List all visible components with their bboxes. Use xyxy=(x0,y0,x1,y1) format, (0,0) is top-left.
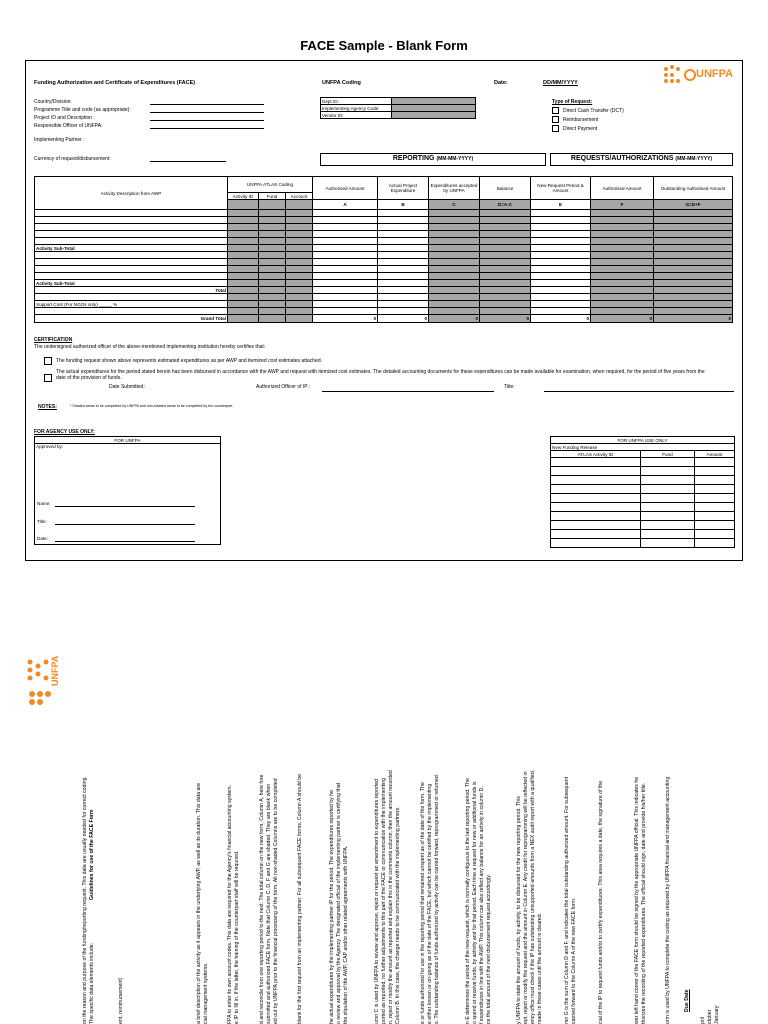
table-row[interactable] xyxy=(551,539,735,548)
coding-table xyxy=(320,97,476,119)
currency-input[interactable] xyxy=(150,161,226,162)
table-row[interactable] xyxy=(35,231,733,238)
for-unfpa-header: FOR UNFPA xyxy=(35,437,221,444)
certify-request-checkbox[interactable] xyxy=(44,357,52,365)
certification-item1: The funding request shown above represents estimated expenditures as per AWP and itemized cost estimates attached. xyxy=(56,358,322,364)
guideline-line: blank for the first request from an implementing partner. For all subsequent FACE forms, Column A should be xyxy=(297,774,303,1024)
officer-input[interactable] xyxy=(150,120,264,121)
guideline-line: ed out by UNFPA prior to the financial processing of the form. All non-shaded Columns are to be completed xyxy=(273,778,279,1024)
certification-title: CERTIFICATION xyxy=(34,337,73,343)
guideline-line: thorizes the recording of the reported expenditures. The official should sign, date and provide his/her title. xyxy=(641,782,647,1024)
grand-total-b: 0 xyxy=(378,315,429,323)
date-value[interactable]: DD/MM/YYYY xyxy=(543,80,578,86)
main-table xyxy=(34,176,733,323)
option-direct-payment[interactable]: Direct Payment xyxy=(552,125,597,132)
guideline-line: n, reject or modify the amount as reported and explain this in the comments column, then the amount recorded xyxy=(388,770,394,1024)
coding-vendor: Vendor ID: xyxy=(321,112,392,119)
grand-total-row xyxy=(35,315,733,323)
certification-item2a: The actual expenditures for the period stated herein has been disbursed in accordance with the AWP and request with itemized cost estimates. The detailed accounting documents for these expenditures can be made available for examination, when required, for the period of five years from the xyxy=(56,369,705,375)
guideline-line: y UNFPA to state the amount of funds, by activity, to be disbursed for the new reporting period. This xyxy=(516,796,522,1024)
agency-right-table xyxy=(550,436,735,548)
guideline-line: f expenditures in line with the AWP. This column can also reflect any balance for an activity in column D, xyxy=(479,786,485,1024)
table-row[interactable] xyxy=(551,476,735,485)
guideline-line: n E determines the period of the new request, which is normally contiguous to the last reporting period. The xyxy=(465,778,471,1024)
certification-item2b: date of the provision of funds. xyxy=(56,375,122,381)
table-row[interactable] xyxy=(35,245,733,252)
guidelines-logo-text: UNFPA xyxy=(50,655,60,686)
project-input[interactable] xyxy=(150,112,264,113)
requests-header: REQUESTS/AUTHORIZATIONS (MM-MM-YYYY) xyxy=(550,153,733,166)
grand-total-c: 0 xyxy=(429,315,480,323)
reporting-header: REPORTING (MM-MM-YYYY) xyxy=(320,153,546,166)
certify-expenditure-checkbox[interactable] xyxy=(44,374,52,382)
guidelines-logo xyxy=(22,652,68,722)
due-date-header: Due Date xyxy=(684,989,690,1012)
grand-total-d: 0 xyxy=(480,315,531,323)
guideline-line: mn G is the sum of Column D and F, and indicates the total outstanding authorized amount. For subsequent xyxy=(564,776,570,1024)
grand-total-g: 0 xyxy=(654,315,733,323)
letter-c: C xyxy=(429,200,480,210)
guideline-line: o review and approval by the Agency. The designated official of the implementing partner is certifying that xyxy=(336,782,342,1024)
approval-date-input[interactable] xyxy=(55,541,195,542)
table-row[interactable] xyxy=(35,308,733,315)
atlas-fund: Fund xyxy=(259,193,286,200)
guideline-line: s. The outstanding balance of funds authorized by activity can be carried forward, reprogrammed or returned. xyxy=(434,773,440,1024)
due-date-january: January xyxy=(714,1005,720,1024)
letter-e: E xyxy=(531,200,591,210)
guideline-line: o spend or receive funds, by activity and for that period. Each time a request for new or additional funds is xyxy=(472,781,478,1024)
guideline-line: Column B. In this case, the change needs to be communicated with the implementing partners. xyxy=(395,806,401,1024)
table-row[interactable] xyxy=(35,238,733,245)
guideline-line: e IP to fill in. If the latter, the training of the counterpart staff will be required. xyxy=(234,850,240,1024)
table-row[interactable] xyxy=(35,217,733,224)
atlas-account: Account xyxy=(286,193,313,200)
coding-agency-value[interactable] xyxy=(392,105,476,112)
guideline-line: The specific data elements include: xyxy=(89,942,95,1024)
guideline-line: e either known or on-going as of the date of the FACE, but which cannot be certified by the implementing xyxy=(427,783,433,1024)
approval-box xyxy=(35,444,221,545)
coding-dept-value[interactable] xyxy=(392,98,476,105)
unfpa-logo xyxy=(660,61,744,103)
notes-text: * Shaded areas to be completed by UNFPA and non-shaded areas to be completed by the counterpart. xyxy=(70,404,234,408)
approval-name-input[interactable] xyxy=(55,506,195,507)
guidelines-title: Guidelines for use of the FACE Form xyxy=(89,809,95,900)
letter-f: F xyxy=(591,200,654,210)
checkbox-icon[interactable] xyxy=(552,107,559,114)
guideline-line: umn C is used by UNFPA to review and approve, reject or request an amendment to expenditures reported xyxy=(374,779,380,1024)
col-f-header: Authorised Amount xyxy=(591,177,654,200)
guideline-line: submitted and authorized FACE form. Note that Column C, D, F and G are shaded. They are blank when xyxy=(266,783,272,1024)
logo-text: UNFPA xyxy=(696,68,734,80)
activity-header: Activity Description from AWP xyxy=(35,177,228,210)
date-submitted-label: Date Submitted: xyxy=(109,384,145,390)
col-g-header: Outstanding Authorised Amount xyxy=(654,177,733,200)
table-row[interactable] xyxy=(35,294,733,301)
title-input[interactable] xyxy=(544,391,734,392)
table-row[interactable] xyxy=(551,458,735,467)
guideline-line: d and reconcile from one reporting period to the next. The total column on the new form, Column A, here fore xyxy=(259,774,265,1024)
field-project: Project ID and Description : xyxy=(34,115,95,121)
page-title: FACE Sample - Blank Form xyxy=(300,38,468,53)
checkbox-icon[interactable] xyxy=(552,125,559,132)
face-form xyxy=(25,60,743,561)
field-country: Country/Division: xyxy=(34,99,72,105)
due-date-october: ctober xyxy=(707,1009,713,1024)
new-funding-release: New Funding Release xyxy=(551,444,735,451)
letter-g: G=D+F xyxy=(654,200,733,210)
title-label: Title: xyxy=(504,384,515,390)
atlas-activity-id: Activity ID xyxy=(228,193,259,200)
grand-total-f: 0 xyxy=(591,315,654,323)
guideline-line: e or funds authorized for use in the reporting period that remained unspent as of the date of the form. The xyxy=(420,782,426,1024)
table-row[interactable] xyxy=(551,503,735,512)
table-row[interactable] xyxy=(35,287,733,294)
field-partner: Implementing Partner : xyxy=(34,137,85,143)
table-row[interactable] xyxy=(35,301,733,308)
partner-input[interactable] xyxy=(150,128,264,129)
field-programme: Programme Title and code (as appropriate): xyxy=(34,107,131,113)
approval-date-label: Date: xyxy=(37,536,48,541)
table-row[interactable] xyxy=(35,280,733,287)
total-label: Total xyxy=(35,287,228,294)
col-d-header: Balance xyxy=(480,177,531,200)
sub-total-label: Activity Sub-Total xyxy=(35,280,228,287)
officer-input[interactable] xyxy=(322,391,494,392)
sub-total-label: Activity Sub-Total xyxy=(35,245,228,252)
unfpa-coding-label: UNFPA Coding xyxy=(322,80,361,86)
col-c-header: Expenditures accepted by UNFPA xyxy=(429,177,480,200)
officer-label: Authorized Officer of IP : xyxy=(256,384,311,390)
coding-vendor-value[interactable] xyxy=(392,112,476,119)
atlas-header: UNFPA ATLAS Coding xyxy=(228,177,313,193)
release-col-activity: ATLAS Activity ID xyxy=(551,451,641,458)
coding-agency: Implementing Agency Code: xyxy=(321,105,392,112)
col-b-header: Actual Project Expenditure xyxy=(378,177,429,200)
table-row[interactable] xyxy=(551,485,735,494)
guideline-line: FPA to enter its own account codes. This data are required for the Agency's financial accounting system. xyxy=(227,785,233,1024)
guideline-line: ency office must check if the IP has outstanding unsupported amounts from a NEX audit report with a qualified, xyxy=(530,769,536,1024)
table-row[interactable] xyxy=(35,210,733,217)
field-officer: Responsible Officer of UNFPA: xyxy=(34,123,103,129)
approved-by-label: Approved by: xyxy=(36,444,64,449)
approval-name-label: Name: xyxy=(37,501,51,506)
table-row[interactable] xyxy=(35,266,733,273)
table-row[interactable] xyxy=(551,512,735,521)
letter-d: D=A-C xyxy=(480,200,531,210)
guideline-line: a brief description of the activity as it appears in the underlying AWP, as well as its duration. This data are xyxy=(196,783,202,1024)
letter-a: A xyxy=(313,200,378,210)
grand-total-e: 0 xyxy=(531,315,591,323)
letter-b: B xyxy=(378,200,429,210)
guideline-line: he actual expenditures by the implementing partner IP for the period. The expenditures reported by he xyxy=(329,790,335,1024)
guideline-line: orm is used by UNFPA to complete the coding as required by UNFPA financial and management accounting xyxy=(665,776,671,1024)
guideline-line: ept, reject or modify the request and the amount in Column E. Any credit for reprogramming will be reflected in xyxy=(523,771,529,1024)
currency-label: Currency of request/disbursement: xyxy=(34,156,111,162)
agency-left-table xyxy=(34,436,221,545)
checkbox-icon[interactable] xyxy=(552,116,559,123)
coding-dept: Dept ID: xyxy=(321,98,392,105)
option-reimbursement[interactable]: Reimbursement xyxy=(552,116,598,123)
table-row[interactable] xyxy=(35,259,733,266)
col-e-header: New Request Period & Amount xyxy=(531,177,591,200)
guideline-line: wer left hand corner of the FACE form should be signed by the appropriate UNFPA official. This indicates he xyxy=(634,776,640,1024)
approval-title-label: Title: xyxy=(37,519,47,524)
table-row[interactable] xyxy=(551,467,735,476)
certification-intro: The undersigned authorized officer of the above-mentioned implementing institution hereby certifies that: xyxy=(34,344,266,350)
form-heading: Funding Authorization and Certificate of Expenditures (FACE) xyxy=(34,80,196,86)
table-row[interactable] xyxy=(551,494,735,503)
type-request-label: Type of Request: xyxy=(552,99,593,105)
guideline-line: carried forward to the Column A of the new FACE form. xyxy=(571,897,577,1024)
guideline-line: ent, reimbursement) xyxy=(118,977,124,1024)
support-cost-label: Support Cost (For NGOs only) _____ % xyxy=(35,301,228,308)
release-col-fund: Fund xyxy=(641,451,695,458)
programme-input[interactable] xyxy=(150,104,264,105)
guideline-line: cial management systems. xyxy=(203,962,209,1024)
guideline-line: the stipulation of the AWP, CAP and/or other related agreements with UNFPA. xyxy=(343,845,349,1024)
approval-title-input[interactable] xyxy=(55,524,195,525)
date-label: Date: xyxy=(494,80,508,86)
logo-dots-icon xyxy=(22,652,68,722)
notes-label: NOTES: xyxy=(38,404,57,410)
table-row[interactable] xyxy=(551,521,735,530)
release-col-amount: Amount xyxy=(695,451,735,458)
table-row[interactable] xyxy=(35,273,733,280)
guideline-line: ce the total amount of the next disbursement request accordingly. xyxy=(486,874,492,1024)
col-a-header: Authorised Amount xyxy=(313,177,378,200)
agency-use-label: FOR AGENCY USE ONLY: xyxy=(34,429,95,435)
guideline-line: ported as reported, no further adjustments to this part of the FACE or communication with the implementing xyxy=(381,778,387,1024)
option-dct[interactable]: Direct Cash Transfer (DCT) xyxy=(552,107,624,114)
unfpa-use-only-header: FOR UNFPA USE ONLY xyxy=(551,437,735,444)
table-row[interactable] xyxy=(551,530,735,539)
guideline-line: cial of the IP to request funds and/or to certify expenditures. This area requires a date, the signature of the xyxy=(598,780,604,1024)
guideline-line: made in these cases until the amount is cleared. xyxy=(537,912,543,1024)
table-row[interactable] xyxy=(35,252,733,259)
grand-total-a: 0 xyxy=(313,315,378,323)
due-date-april: pril xyxy=(700,1017,706,1024)
grand-total-label: Grand Total xyxy=(35,315,228,323)
guideline-line: on the reason and purpose of the funding/reporting request. This data are usually needed for correct coding xyxy=(82,777,88,1024)
table-row[interactable] xyxy=(35,224,733,231)
